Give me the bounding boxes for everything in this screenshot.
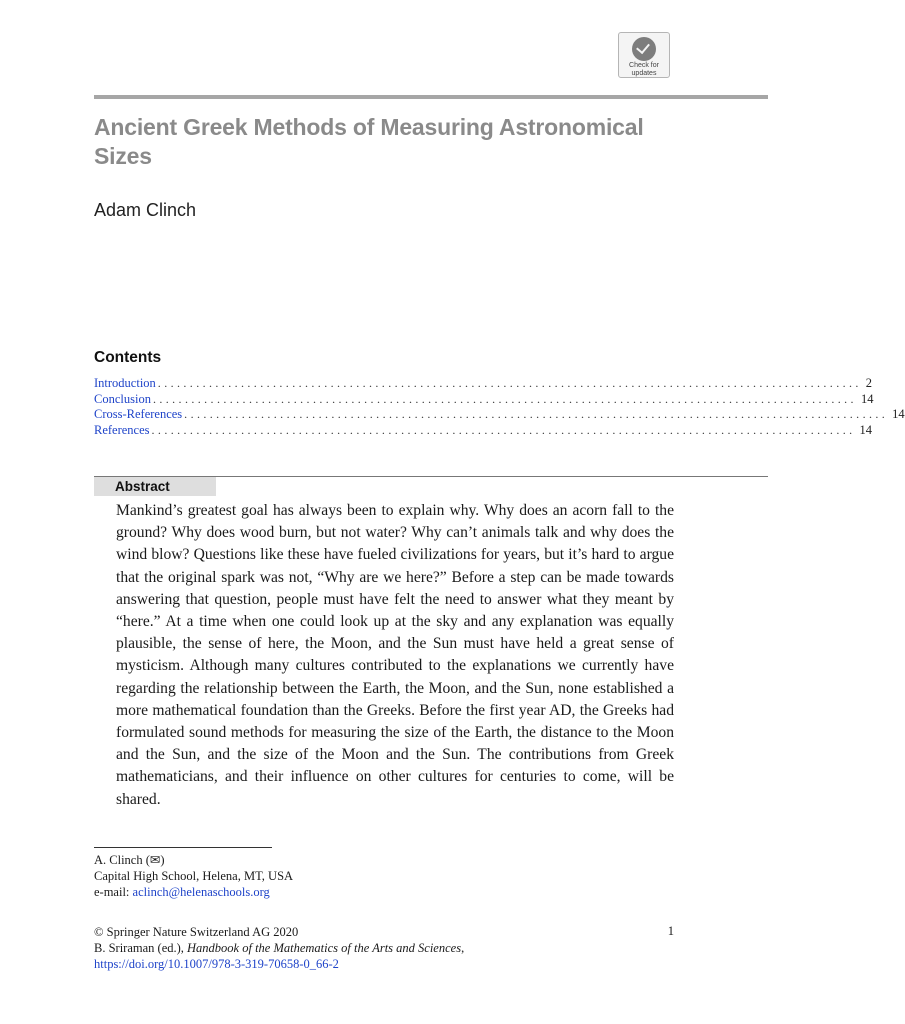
footnote-name: A. Clinch (✉) (94, 853, 165, 867)
badge-line2: updates (631, 70, 657, 77)
page-number: 1 (667, 924, 674, 938)
toc-label[interactable]: References (94, 422, 150, 437)
footnote-email-line (94, 884, 293, 900)
toc-label[interactable]: Conclusion (94, 391, 151, 406)
toc-leader: .............................................................................................................. (184, 407, 889, 421)
email-label: e-mail: (94, 885, 133, 899)
toc-leader: .............................................................................................................. (152, 391, 857, 406)
citation-suffix: , (461, 941, 465, 955)
toc-leader: .............................................................................................................. (157, 376, 862, 390)
email-link[interactable]: aclinch@helenaschools.org (132, 885, 270, 899)
badge-line1: Check for (629, 62, 659, 69)
footnote-divider (94, 847, 272, 848)
copyright-line: © Springer Nature Switzerland AG 2020 (94, 925, 299, 939)
contents-heading: Contents (94, 349, 162, 366)
toc-page: 14 (860, 391, 874, 406)
author-name: Adam Clinch (94, 200, 197, 220)
toc-page: 2 (865, 376, 873, 390)
toc-label[interactable]: Cross-References (94, 407, 183, 421)
toc-label[interactable]: Introduction (94, 376, 156, 390)
abstract-text: Mankind’s greatest goal has always been to explain why. Why does an acorn fall to the ground? Why does wood burn, but not water? Why can’t animals talk and why does the wind blow? Questions like these have fueled civilizations for years, but it’s hard to argue that the original spark was not, “Why are we here?” Before a step can be made towards answering that question, people must have felt the need to answer what they meant by “here.” At a time when one could look up at the sky and any explanation was equally plausible, the sense of here, the Moon, and the Sun must have held a great sense of mysticism. Although many cultures contributed to the explanations we currently have regarding the relationship between the Earth, the Moon, and the Sun, none established a more mathematical foundation than the Greeks. Before the first year AD, the Greeks had formulated sound methods for measuring the size of the Earth, the distance to the Moon and the Sun, and the size of the Moon and the Sun. The contributions from Greek mathematicians, and their influence on other cultures for centuries to come, will be shared. (116, 502, 674, 808)
toc-item-introduction[interactable] (94, 376, 873, 392)
toc-page: 14 (892, 407, 905, 421)
title-divider (94, 95, 768, 99)
toc-leader: .............................................................................................................. (151, 422, 856, 437)
doi-link[interactable]: https://doi.org/10.1007/978-3-319-70658-0_66-2 (94, 957, 339, 971)
copyright-block (94, 924, 464, 972)
check-for-updates-badge[interactable] (618, 32, 670, 78)
toc-item-references[interactable] (94, 422, 873, 439)
table-of-contents (94, 376, 905, 438)
check-updates-icon (632, 37, 656, 61)
toc-item-conclusion[interactable] (94, 391, 874, 408)
toc-item-cross-references[interactable] (94, 407, 905, 423)
chapter-title: Ancient Greek Methods of Measuring Astronomical Sizes (94, 114, 644, 169)
author-footnote (94, 852, 293, 900)
footnote-affiliation: Capital High School, Helena, MT, USA (94, 869, 294, 883)
abstract-heading: Abstract (94, 477, 216, 496)
citation-book-title: Handbook of the Mathematics of the Arts and Sciences (187, 941, 462, 955)
toc-page: 14 (859, 422, 873, 437)
citation-line (94, 940, 464, 956)
citation-editor: B. Sriraman (ed.), (94, 941, 188, 955)
